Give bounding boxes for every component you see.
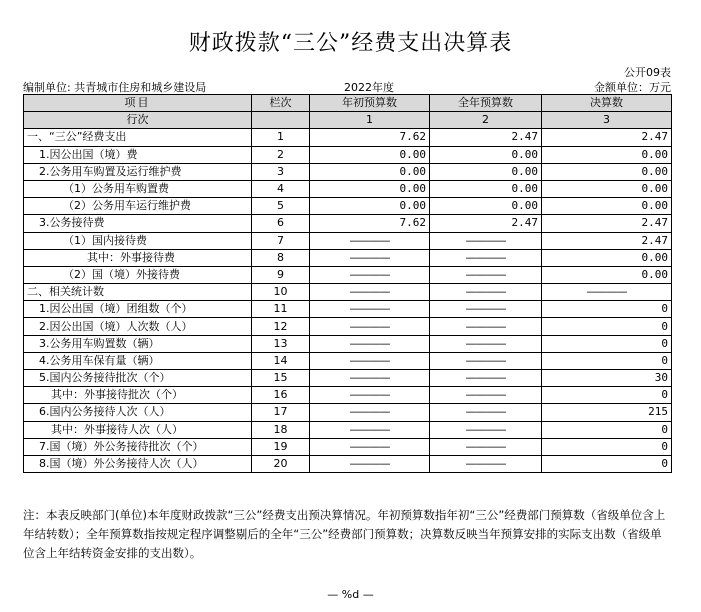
row-number: 2 (252, 146, 310, 163)
expenditure-table (23, 94, 672, 473)
final-account-cell: 0.00 (542, 198, 672, 215)
row-number: 9 (252, 266, 310, 283)
initial-budget-cell: ———— (310, 232, 430, 249)
row-label: 3.公务接待费 (24, 215, 252, 232)
row-number: 10 (252, 284, 310, 301)
table-row (24, 455, 672, 472)
full-year-budget-cell: ———— (430, 318, 542, 335)
footnote: 注：本表反映部门(单位)本年度财政拨款“三公”经费支出预决算情况。年初预算数指年初“三公”经费部门预算数（省级单位含上年结转数）；全年预算数指按规定程序调整剔后的全年“三公”经费部门预算数；决算数反映当年预算安排的实际支出数（省级单位含上年结转资金安排的支出数）。 (23, 508, 666, 560)
initial-budget-cell: 0.00 (310, 163, 430, 180)
row-label: （1）国内接待费 (24, 232, 252, 249)
row-label: 8.国（境）外公务接待人次（人） (24, 455, 252, 472)
full-year-budget-cell: ———— (430, 284, 542, 301)
full-year-budget-cell: ———— (430, 352, 542, 369)
row-number: 3 (252, 163, 310, 180)
table-row (24, 438, 672, 455)
row-number: 12 (252, 318, 310, 335)
initial-budget-cell: ———— (310, 266, 430, 283)
initial-budget-cell: ———— (310, 249, 430, 266)
table-row (24, 249, 672, 266)
table-row (24, 318, 672, 335)
final-account-cell: ———— (542, 284, 672, 301)
table-row (24, 198, 672, 215)
final-account-cell: 0.00 (542, 180, 672, 197)
full-year-budget-cell: ———— (430, 335, 542, 352)
row-label: 4.公务用车保有量（辆） (24, 352, 252, 369)
subheader-n3: 3 (542, 112, 672, 129)
header-final-account: 决算数 (542, 95, 672, 112)
row-number: 16 (252, 387, 310, 404)
table-row (24, 146, 672, 163)
row-label: 二、相关统计数 (24, 284, 252, 301)
final-account-cell: 2.47 (542, 215, 672, 232)
initial-budget-cell: ———— (310, 387, 430, 404)
initial-budget-cell: ———— (310, 404, 430, 421)
table-row (24, 284, 672, 301)
row-number: 20 (252, 455, 310, 472)
full-year-budget-cell: ———— (430, 404, 542, 421)
full-year-budget-cell: ———— (430, 438, 542, 455)
row-number: 7 (252, 232, 310, 249)
full-year-budget-cell: 0.00 (430, 198, 542, 215)
subheader-n2: 2 (430, 112, 542, 129)
header-row (24, 95, 672, 112)
initial-budget-cell: 0.00 (310, 180, 430, 197)
row-label: 7.国（境）外公务接待批次（个） (24, 438, 252, 455)
full-year-budget-cell: ———— (430, 370, 542, 387)
table-row (24, 129, 672, 146)
full-year-budget-cell: ———— (430, 266, 542, 283)
row-label: 3.公务用车购置数（辆） (24, 335, 252, 352)
subheader-row (24, 112, 672, 129)
table-row (24, 163, 672, 180)
row-number: 19 (252, 438, 310, 455)
initial-budget-cell: ———— (310, 301, 430, 318)
table-row (24, 335, 672, 352)
final-account-cell: 0.00 (542, 163, 672, 180)
compiling-unit: 编制单位: 共青城市住房和城乡建设局 (23, 81, 207, 94)
initial-budget-cell: ———— (310, 284, 430, 301)
full-year-budget-cell: 0.00 (430, 180, 542, 197)
row-label: 2.因公出国（境）人次数（人） (24, 318, 252, 335)
final-account-cell: 0 (542, 421, 672, 438)
row-label: （1）公务用车购置费 (24, 180, 252, 197)
row-number: 5 (252, 198, 310, 215)
row-label: 5.国内公务接待批次（个） (24, 370, 252, 387)
row-label: 一、“三公”经费支出 (24, 129, 252, 146)
full-year-budget-cell: ———— (430, 387, 542, 404)
final-account-cell: 0 (542, 301, 672, 318)
final-account-cell: 30 (542, 370, 672, 387)
row-label: 1.因公出国（境）费 (24, 146, 252, 163)
row-number: 8 (252, 249, 310, 266)
header-row-no: 栏次 (252, 95, 310, 112)
row-number: 11 (252, 301, 310, 318)
subheader-blank (252, 112, 310, 129)
subheader-item: 行次 (24, 112, 252, 129)
row-number: 13 (252, 335, 310, 352)
table-row (24, 301, 672, 318)
header-item: 项目 (24, 95, 252, 112)
row-number: 1 (252, 129, 310, 146)
header-full-year-budget: 全年预算数 (430, 95, 542, 112)
initial-budget-cell: 7.62 (310, 129, 430, 146)
initial-budget-cell: ———— (310, 318, 430, 335)
table-row (24, 266, 672, 283)
initial-budget-cell: 0.00 (310, 198, 430, 215)
fiscal-year: 2022年度 (344, 81, 394, 94)
row-number: 6 (252, 215, 310, 232)
row-label: 6.国内公务接待人次（人） (24, 404, 252, 421)
initial-budget-cell: ———— (310, 455, 430, 472)
table-row (24, 352, 672, 369)
table-row (24, 421, 672, 438)
final-account-cell: 0 (542, 352, 672, 369)
full-year-budget-cell: ———— (430, 301, 542, 318)
initial-budget-cell: ———— (310, 370, 430, 387)
table-row (24, 370, 672, 387)
money-unit: 金额单位：万元 (594, 81, 671, 94)
row-label: （2）国（境）外接待费 (24, 266, 252, 283)
final-account-cell: 2.47 (542, 129, 672, 146)
table-row (24, 215, 672, 232)
final-account-cell: 0 (542, 438, 672, 455)
full-year-budget-cell: ———— (430, 232, 542, 249)
row-label: 其中：外事接待人次（人） (24, 421, 252, 438)
final-account-cell: 215 (542, 404, 672, 421)
initial-budget-cell: ———— (310, 438, 430, 455)
row-number: 18 (252, 421, 310, 438)
final-account-cell: 0 (542, 318, 672, 335)
final-account-cell: 0 (542, 387, 672, 404)
full-year-budget-cell: 2.47 (430, 129, 542, 146)
full-year-budget-cell: ———— (430, 421, 542, 438)
full-year-budget-cell: 2.47 (430, 215, 542, 232)
final-account-cell: 0.00 (542, 249, 672, 266)
report-title: 财政拨款“三公”经费支出决算表 (188, 31, 513, 56)
row-label: （2）公务用车运行维护费 (24, 198, 252, 215)
row-number: 17 (252, 404, 310, 421)
row-number: 14 (252, 352, 310, 369)
final-account-cell: 0.00 (542, 266, 672, 283)
full-year-budget-cell: 0.00 (430, 146, 542, 163)
initial-budget-cell: 0.00 (310, 146, 430, 163)
page-marker: — %d — (327, 588, 374, 601)
table-number: 公开09表 (624, 66, 671, 79)
full-year-budget-cell: ———— (430, 249, 542, 266)
row-label: 其中：外事接待费 (24, 249, 252, 266)
table-row (24, 387, 672, 404)
initial-budget-cell: ———— (310, 352, 430, 369)
table-row (24, 232, 672, 249)
row-number: 15 (252, 370, 310, 387)
initial-budget-cell: ———— (310, 335, 430, 352)
final-account-cell: 2.47 (542, 232, 672, 249)
final-account-cell: 0.00 (542, 146, 672, 163)
row-label: 1.因公出国（境）团组数（个） (24, 301, 252, 318)
row-label: 其中：外事接待批次（个） (24, 387, 252, 404)
final-account-cell: 0 (542, 335, 672, 352)
initial-budget-cell: 7.62 (310, 215, 430, 232)
table-row (24, 180, 672, 197)
header-initial-budget: 年初预算数 (310, 95, 430, 112)
final-account-cell: 0 (542, 455, 672, 472)
full-year-budget-cell: ———— (430, 455, 542, 472)
table-row (24, 404, 672, 421)
full-year-budget-cell: 0.00 (430, 163, 542, 180)
row-number: 4 (252, 180, 310, 197)
initial-budget-cell: ———— (310, 421, 430, 438)
subheader-n1: 1 (310, 112, 430, 129)
row-label: 2.公务用车购置及运行维护费 (24, 163, 252, 180)
